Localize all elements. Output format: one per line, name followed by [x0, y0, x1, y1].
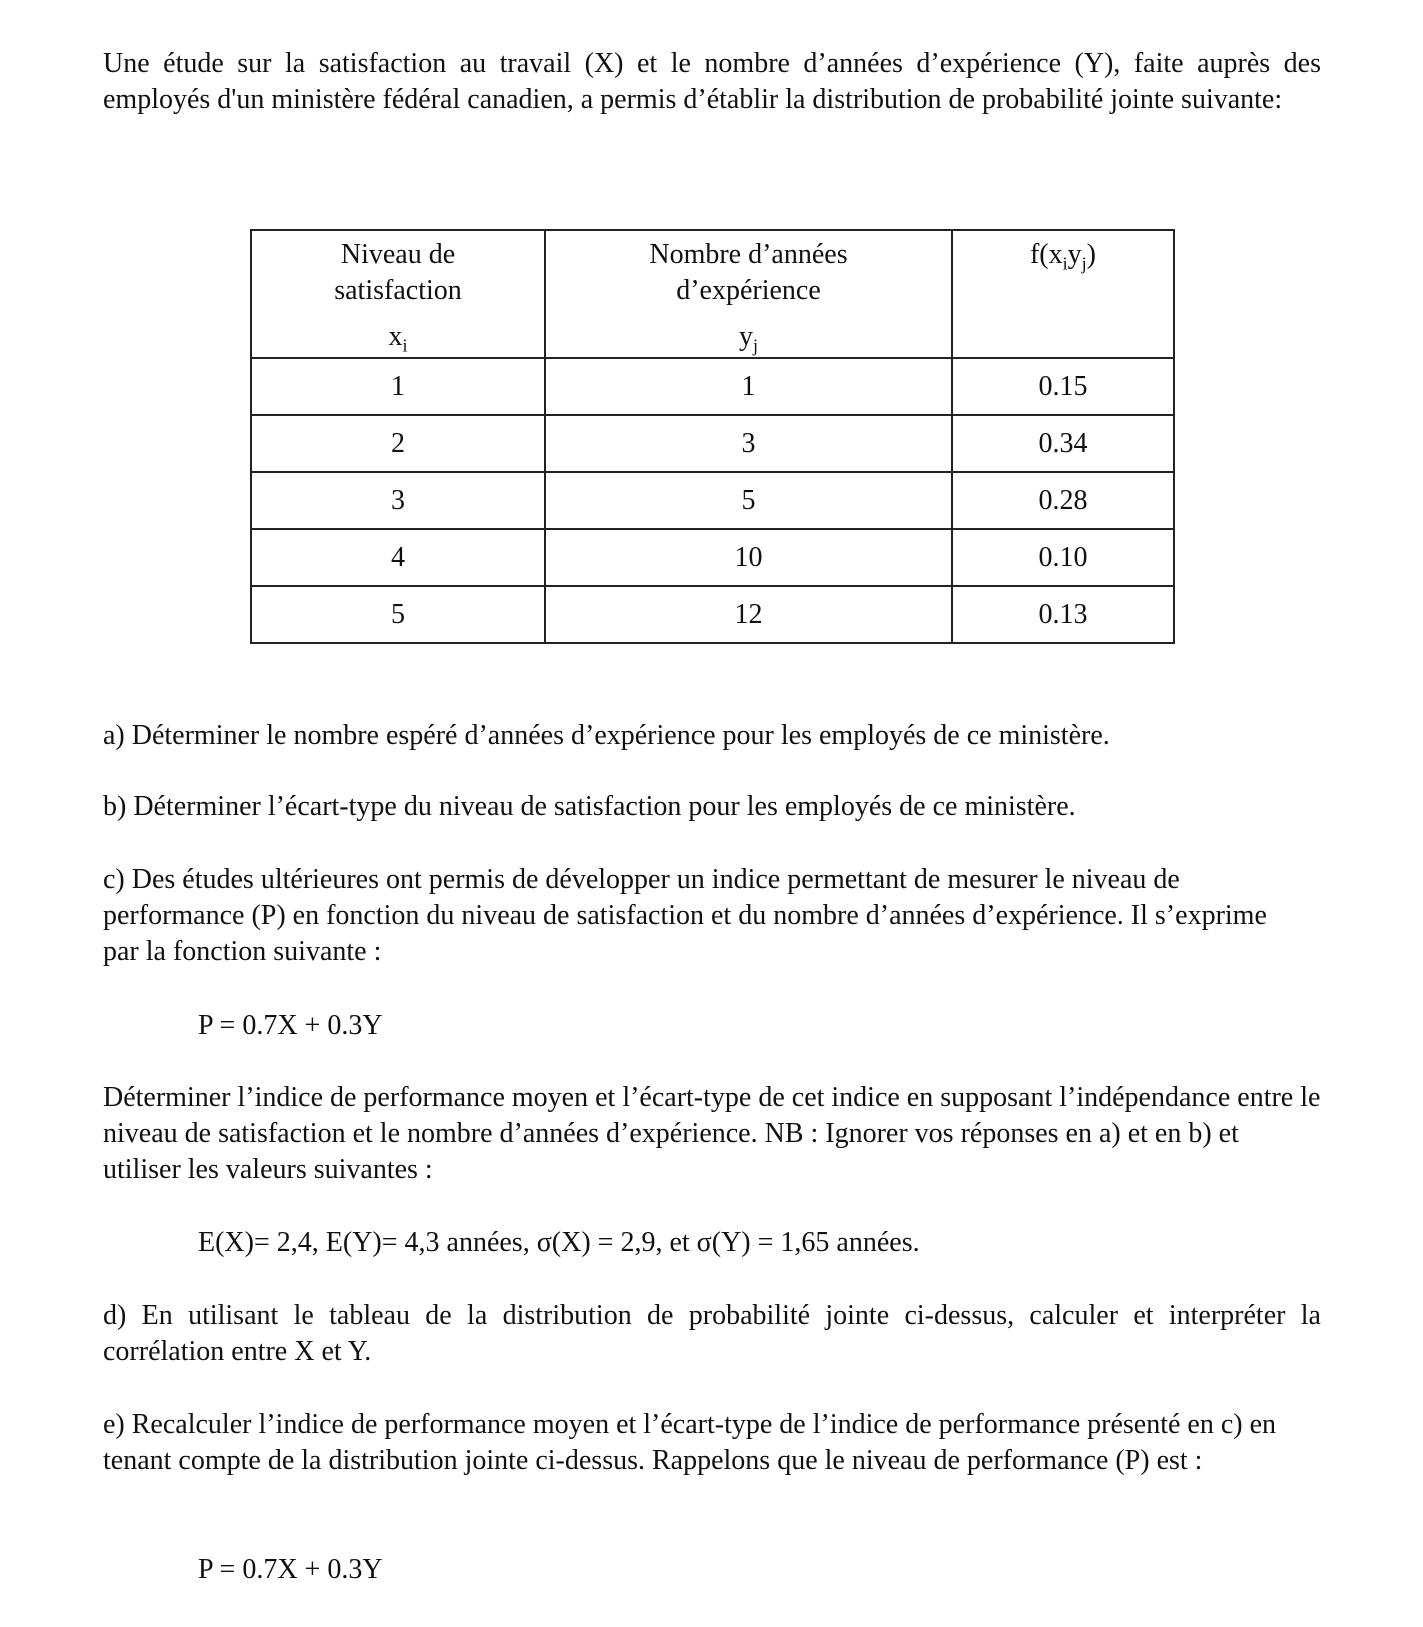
intro-paragraph: Une étude sur la satisfaction au travail (X) et le nombre d’années d’expérience (Y), faite auprès des employés d'un ministère fédéral canadien, a permis d’établir la distribution de probabilité jointe suivante: [103, 48, 1321, 115]
header-satisfaction-line1: Niveau de [340, 239, 456, 270]
cell-y: 10 [545, 529, 952, 586]
cell-y: 3 [545, 415, 952, 472]
header-experience-symbol [546, 319, 951, 355]
symbol-y-sub: j [752, 335, 758, 356]
cell-f: 0.10 [952, 529, 1174, 586]
cell-x: 3 [251, 472, 545, 529]
prob-post: ) [1086, 239, 1096, 270]
table-row [251, 415, 1174, 472]
cell-y: 5 [545, 472, 952, 529]
joint-distribution-table [250, 229, 1175, 644]
performance-formula-2: P = 0.7X + 0.3Y [198, 1554, 383, 1585]
symbol-y: y [738, 321, 753, 352]
header-experience-line1: Nombre d’années [649, 239, 848, 270]
header-experience-line2: d’expérience [676, 275, 821, 306]
header-experience [545, 230, 952, 358]
table-row [251, 529, 1174, 586]
question-e: e) Recalculer l’indice de performance moyen et l’écart-type de l’indice de performance présenté en c) en tenant compte de la distribution jointe ci-dessus. Rappelons que le niveau de performance (P) est : [103, 1409, 1277, 1476]
table-header-row [251, 230, 1174, 358]
prob-sub-j: j [1081, 253, 1087, 274]
symbol-x: x [388, 321, 403, 352]
cell-f: 0.15 [952, 358, 1174, 415]
header-probability [952, 230, 1174, 358]
question-c-followup: Déterminer l’indice de performance moyen et l’écart-type de cet indice en supposant l’indépendance entre le niveau de satisfaction et le nombre d’années d’expérience. NB : Ignorer vos réponses en a) et en b) et utiliser les valeurs suivantes : [103, 1082, 1321, 1185]
cell-x: 1 [251, 358, 545, 415]
question-a: a) Déterminer le nombre espéré d’années d’expérience pour les employés de ce ministère. [103, 720, 1110, 751]
prob-sub-i: i [1062, 253, 1068, 274]
cell-f: 0.13 [952, 586, 1174, 643]
cell-y: 1 [545, 358, 952, 415]
question-c: c) Des études ultérieures ont permis de développer un indice permettant de mesurer le niveau de performance (P) en fonction du niveau de satisfaction et du nombre d’années d’expérience. Il s’exprime par la fonction suivante : [103, 864, 1267, 967]
question-d: d) En utilisant le tableau de la distribution de probabilité jointe ci-dessus, calculer et interpréter la corrélation entre X et Y. [103, 1300, 1321, 1367]
symbol-x-sub: i [402, 335, 408, 356]
cell-y: 12 [545, 586, 952, 643]
cell-f: 0.34 [952, 415, 1174, 472]
table-row [251, 586, 1174, 643]
cell-f: 0.28 [952, 472, 1174, 529]
table-row [251, 358, 1174, 415]
cell-x: 4 [251, 529, 545, 586]
header-satisfaction-line2: satisfaction [334, 275, 462, 306]
performance-formula-1: P = 0.7X + 0.3Y [198, 1010, 383, 1041]
table-row [251, 472, 1174, 529]
header-satisfaction [251, 230, 545, 358]
prob-mid: y [1067, 239, 1082, 270]
cell-x: 2 [251, 415, 545, 472]
prob-pre: f(x [1029, 239, 1063, 270]
question-b: b) Déterminer l’écart-type du niveau de satisfaction pour les employés de ce ministère. [103, 791, 1076, 822]
cell-x: 5 [251, 586, 545, 643]
header-satisfaction-symbol [252, 319, 544, 355]
given-values: E(X)= 2,4, E(Y)= 4,3 années, σ(X) = 2,9, et σ(Y) = 1,65 années. [198, 1227, 920, 1258]
